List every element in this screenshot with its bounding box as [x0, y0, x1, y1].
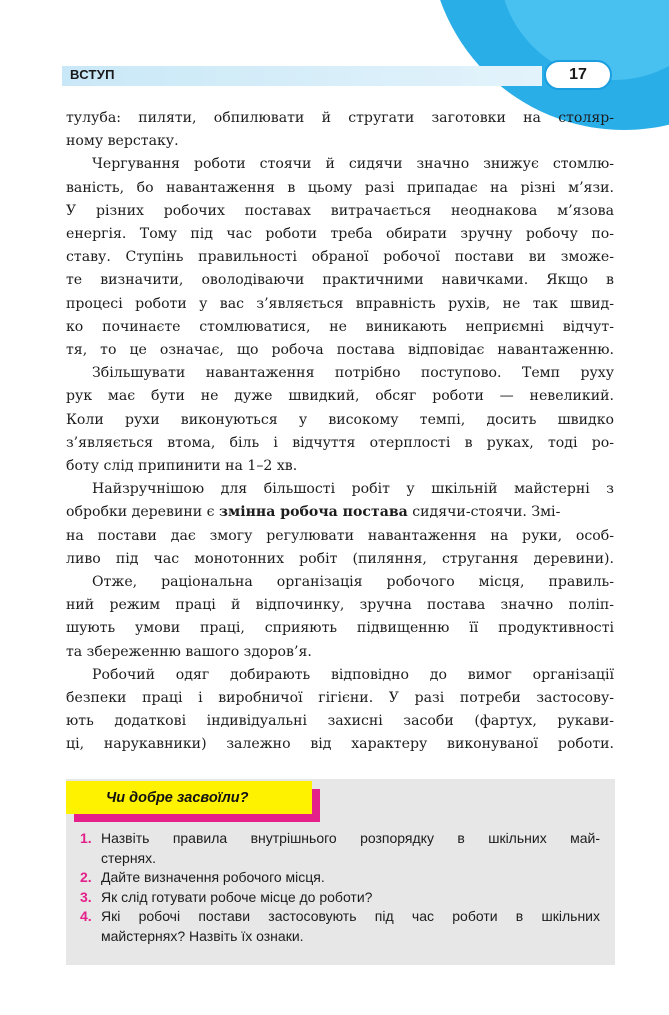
quiz-item-number: 3.	[80, 888, 92, 905]
quiz-item-number: 2.	[80, 869, 92, 886]
header-bar	[62, 66, 542, 86]
quiz-item	[80, 907, 600, 946]
body-line: ному верстаку.	[66, 133, 179, 150]
body-line: та збереженню вашого здоров’я.	[66, 643, 312, 660]
quiz-item-number: 1.	[80, 830, 92, 846]
body-line: шують умови праці, сприяють підвищенню її продуктивності	[66, 620, 614, 637]
body-line: ставу. Ступінь правильності обраної робочої постави ви зможе-	[66, 249, 614, 266]
body-line: енергія. Тому під час роботи треба обирати зручну робочу по-	[66, 226, 614, 243]
body-line: У різних робочих поставах витрачається неоднакова м’язова	[66, 202, 614, 219]
page-number-badge	[544, 60, 612, 90]
body-line: ко починаєте стомлюватися, не виникають неприємні відчут-	[66, 318, 614, 335]
body-line: ці, нарукавники) залежно від характеру виконуваної роботи.	[66, 736, 614, 753]
body-line-mixed	[66, 501, 614, 524]
body-line: процесі роботи у вас з’являється вправність рухів, не так швид-	[66, 295, 614, 312]
quiz-title: Чи добре засвоїли?	[106, 789, 249, 806]
body-line-part: обробки деревини є	[66, 504, 219, 521]
body-line: боту слід припинити на 1–2 хв.	[66, 458, 298, 475]
quiz-item	[80, 888, 600, 908]
body-line: ний режим праці й відпочинку, зручна постава значно поліп-	[66, 597, 614, 614]
quiz-item-line: Дайте визначення робочого місця.	[101, 869, 325, 886]
quiz-item-line: Як слід готувати робоче місце до роботи?	[101, 888, 373, 905]
body-line: рук має бути не дуже швидкий, обсяг роботи — невеликий.	[66, 388, 614, 405]
quiz-item-line: Назвіть правила внутрішнього розпорядку в шкільних май-	[101, 830, 600, 846]
emphasis-term: змінна робоча постава	[219, 504, 408, 521]
quiz-item	[80, 868, 600, 888]
body-line-part: сидячи-стоячи. Змі-	[407, 504, 561, 521]
body-line: ють додаткові індивідуальні захисні засоби (фартух, рукави-	[66, 713, 614, 730]
quiz-tab	[66, 781, 312, 814]
quiz-item	[80, 829, 600, 868]
body-line: ливо під час монотонних робіт (пиляння, стругання деревини).	[66, 550, 614, 567]
body-line: безпеки праці і виробничої гігієни. У разі потреби застосову-	[66, 690, 614, 707]
body-line: тя, то це означає, що робоча постава відповідає навантаженню.	[66, 342, 614, 359]
body-line: Чергування роботи стоячи й сидячи значно знижує стомлю-	[92, 156, 614, 173]
quiz-item-number: 4.	[80, 908, 92, 925]
body-line: тулуба: пиляти, обпилювати й стругати заготовки на столяр-	[66, 110, 614, 126]
body-line: Найзручнішою для більшості робіт у шкільній майстерні з	[92, 481, 614, 498]
body-line: Отже, раціональна організація робочого місця, правиль-	[92, 574, 614, 591]
body-line: Збільшувати навантаження потрібно поступово. Темп руху	[92, 365, 614, 382]
body-line: ваність, бо навантаження в цьому разі припадає на різні м’язи.	[66, 179, 614, 196]
body-line: Коли рухи виконуються у високому темпі, досить швидко	[66, 411, 614, 428]
section-title: ВСТУП	[70, 67, 115, 82]
page-number: 17	[569, 66, 587, 83]
quiz-item-line: Які робочі постави застосовують під час роботи в шкільних	[101, 908, 600, 925]
body-line: Робочий одяг добирають відповідно до вимог організації	[92, 666, 614, 683]
body-line: на постави дає змогу регулювати навантаження на руки, особ-	[66, 527, 614, 544]
body-line: з’являється втома, біль і відчуття отерплості в руках, тоді ро-	[66, 434, 614, 451]
quiz-item-line: стернях.	[101, 849, 157, 866]
body-text	[66, 107, 614, 757]
quiz-item-line: майстернях? Назвіть їх ознаки.	[101, 927, 304, 944]
body-line: те визначити, оволодіваючи практичними навичками. Якщо в	[66, 272, 614, 289]
quiz-list	[80, 829, 600, 947]
